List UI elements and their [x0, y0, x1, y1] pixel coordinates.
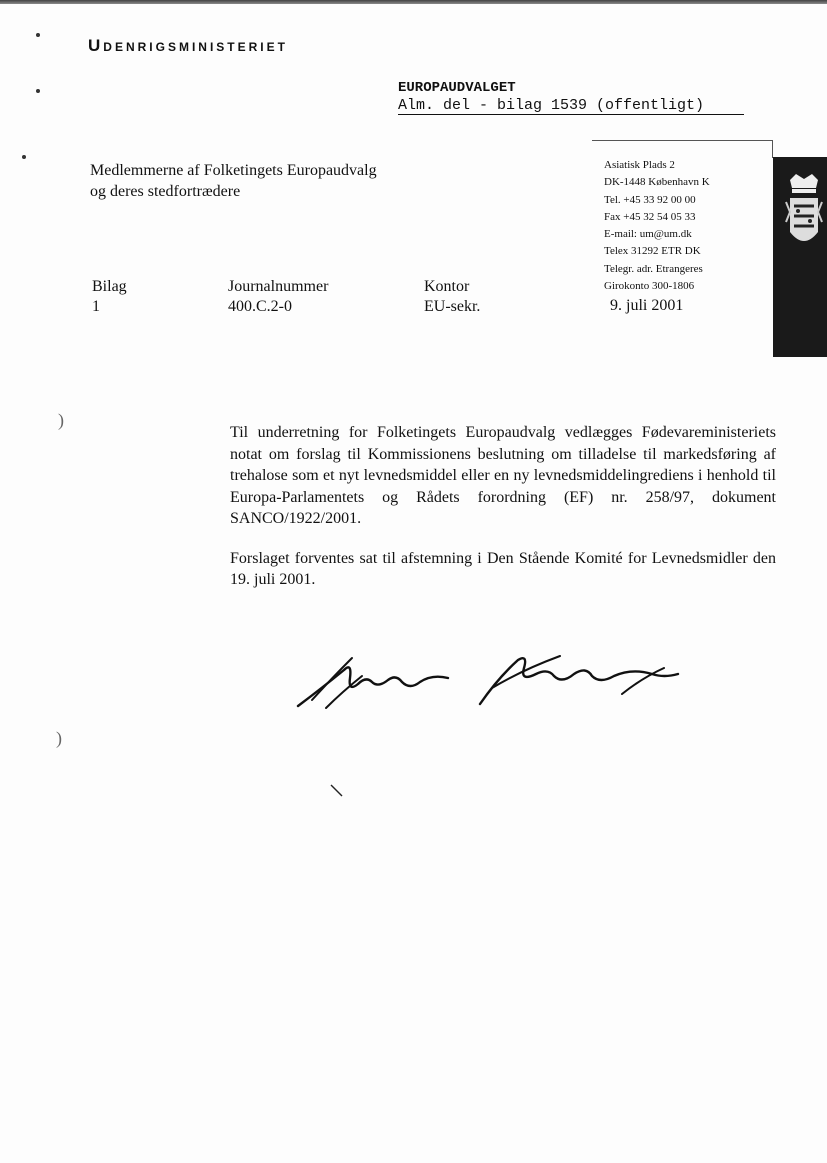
address-divider: [772, 140, 773, 158]
punch-mark: [36, 33, 40, 37]
address-line: Girokonto 300-1806: [604, 280, 695, 293]
ministry-name: Udenrigsministeriet: [88, 36, 288, 55]
address-line: E-mail: um@um.dk: [604, 228, 692, 241]
scan-top-edge: [0, 0, 827, 4]
journal-value: 400.C.2-0: [228, 298, 292, 315]
attachment-value: 1: [92, 298, 100, 315]
office-label: Kontor: [424, 278, 470, 295]
punch-mark: [36, 89, 40, 93]
pen-stroke: [330, 784, 344, 798]
handwritten-signature: [292, 648, 692, 718]
body-paragraph: Forslaget forventes sat til afstemning i Den Stående Komité for Levnedsmidler den 19. juli 2001.: [230, 549, 776, 588]
body-paragraph: Til underretning for Folketingets Europaudvalg vedlægges Fødevareministeriets notat om forslag til Kommissionens beslutning om tilladelse til markedsføring af trehalose som et nyt levnedsmiddel eller en ny levnedsmiddelingrediens i henhold til Europa-Parlamentets og Rådets forordning (EF) nr. 258/97, dokument SANCO/1922/2001.: [230, 424, 776, 527]
recipient-line: Medlemmerne af Folketingets Europaudvalg: [90, 162, 377, 179]
sender-address: [604, 157, 710, 295]
address-line: DK-1448 København K: [604, 176, 710, 189]
margin-mark: ): [56, 728, 62, 748]
punch-mark: [22, 155, 26, 159]
letter-date: 9. juli 2001: [610, 297, 684, 314]
stamp-committee: EUROPAUDVALGET: [398, 80, 516, 96]
royal-crest-icon: [784, 172, 824, 272]
attachment-label: Bilag: [92, 278, 127, 295]
office-value: EU-sekr.: [424, 298, 481, 315]
address-line: Fax +45 32 54 05 33: [604, 210, 696, 223]
margin-mark: ): [58, 410, 64, 430]
address-line: Asiatisk Plads 2: [604, 159, 675, 171]
letter-body: [230, 422, 776, 609]
address-line: Telex 31292 ETR DK: [604, 245, 701, 258]
address-divider: [592, 140, 772, 141]
stamp-reference: Alm. del - bilag 1539 (offentligt): [398, 97, 744, 115]
office-field: [424, 277, 480, 317]
recipient-block: [90, 160, 377, 202]
address-line: Telegr. adr. Etrangeres: [604, 262, 703, 275]
journal-label: Journalnummer: [228, 278, 329, 295]
recipient-line: og deres stedfortrædere: [90, 183, 241, 200]
address-line: Tel. +45 33 92 00 00: [604, 193, 696, 206]
journal-field: [228, 277, 328, 317]
committee-stamp: [398, 80, 744, 115]
attachment-field: [92, 277, 127, 317]
